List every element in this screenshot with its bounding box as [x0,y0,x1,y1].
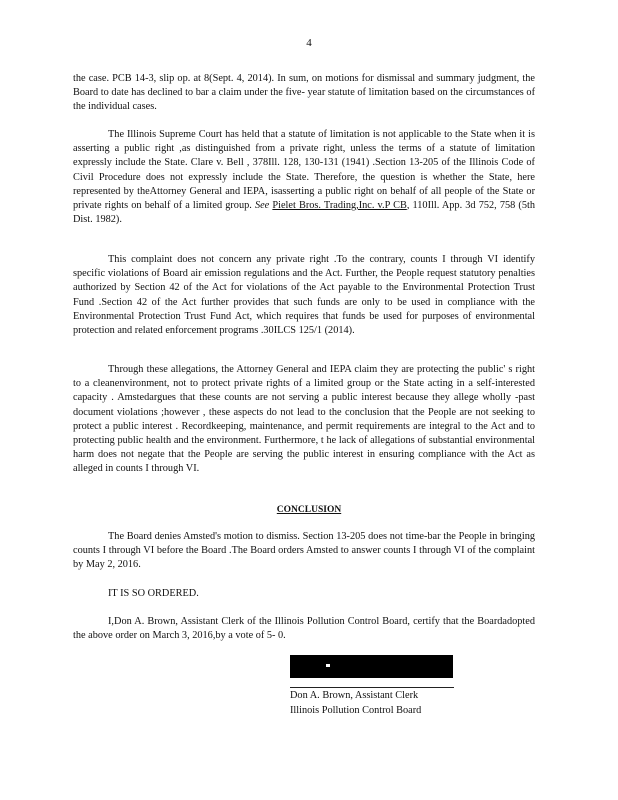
paragraph-complaint-scope: This complaint does not concern any private right .To the contrary, counts I through VI identify specific violations of Board air emission regulations and the Act. Further, the People request statutory penalties authorized by Section 42 of the Act for violations of the Act payable to the Environmental Protection Trust Fund .Section 42 of the Act further provides that such funds are only to be used in compliance with the Environmental Protection Trust Fund Act, which requires that funds be used for purposes of environmental protection and related enforcement programs .30ILCS 125/1 (2014). [73,254,535,337]
signature-name: Don A. Brown, Assistant Clerk [290,690,419,701]
case-citation: Pielet Bros. Trading,Inc. v.P CB [272,200,407,212]
paragraph-certification: I,Don A. Brown, Assistant Clerk of the Illinois Pollution Control Board, certify that the Boardadopted the above order on March 3, 2016,by a vote of 5- 0. [73,616,535,642]
page-number: 4 [306,37,312,49]
paragraph-text: The Illinois Supreme Court has held that a statute of limitation is not applicable to the State when it is asserting a public right ,as distinguished from a private right, unless the terms of a statute of limitation expressly include the State. Clare v. Bell , 378Ill. 128, 130-131 (1941) .Section 13-205 of the Illinois Code of Civil Procedure does not expressly include the State. Therefore, the question is whether the State, here represented by theAttorney General and IEPA, isasserting a public right on behalf of all people of the State or private rights on behalf of a limited group. [73,129,535,212]
paragraph-allegations: Through these allegations, the Attorney General and IEPA claim they are protecting the public' s right to a cleanenvironment, not to protect private rights of a limited group or the State acting in a self-interested capacity . Amstedargues that these counts are not serving a public interest because they allege wholly -past document violations ;however , these aspects do not lead to the conclusion that the People are not seeking to protect a public interest . Recordkeeping, maintenance, and permit requirements are integral to the Act and to protecting public health and the environment. Furthermore, t he lack of allegations of substantial environmental harm does not negate that the People are serving the public interest in ensuring compliance with the Act as alleged in counts I through VI. [73,364,535,475]
redacted-signature [290,655,453,678]
signature-organization: Illinois Pollution Control Board [290,705,422,716]
citation-text: , 110Ill. App. 3d 752, 758 (5th Dist. 1982). [73,200,535,226]
see-signal: See [254,200,270,212]
signature-line [290,687,454,688]
paragraph-case-summary: the case. PCB 14-3, slip op. at 8(Sept. 4, 2014). In sum, on motions for dismissal and summary judgment, the Board to date has declined to bar a claim under the five- year statute of limitation based on the circumstances of the individual cases. [73,73,535,113]
paragraph-statute-limitation [73,128,535,227]
so-ordered: IT IS SO ORDERED. [108,588,199,599]
signature-mark [326,664,330,667]
paragraph-conclusion: The Board denies Amsted's motion to dismiss. Section 13-205 does not time-bar the People in bringing counts I through VI before the Board .The Board orders Amsted to answer counts I through VI of the complaint by May 2, 2016. [73,531,535,571]
conclusion-heading: CONCLUSION [276,505,342,515]
